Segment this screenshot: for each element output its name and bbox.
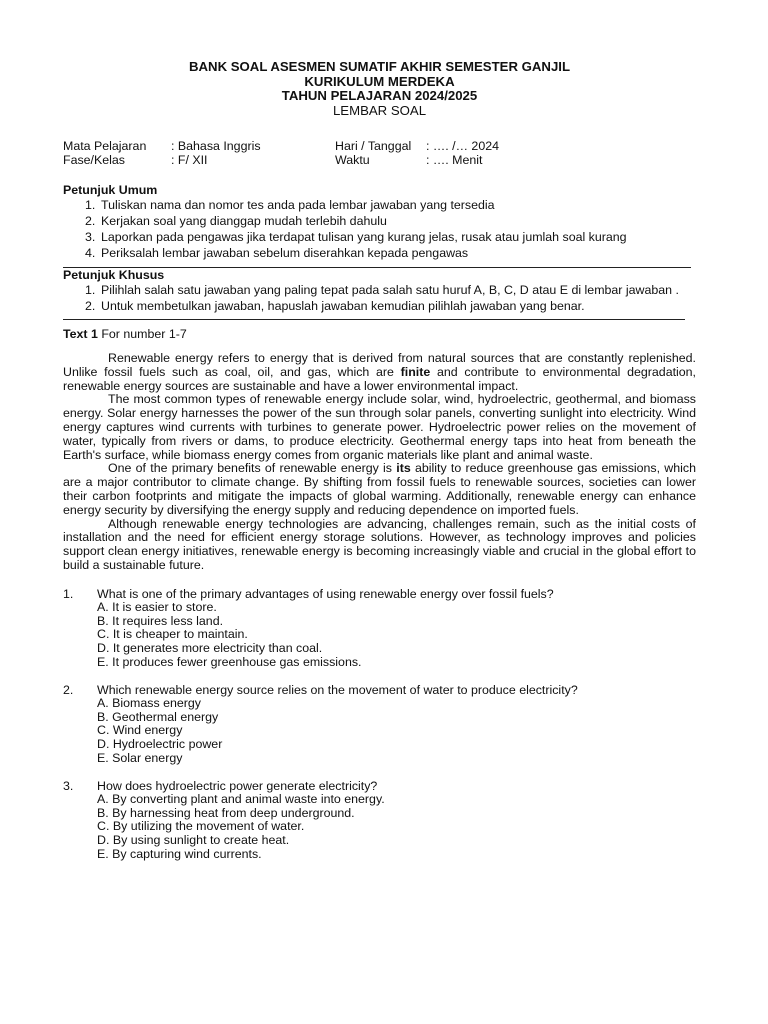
text-range: For number 1-7 <box>97 327 187 341</box>
list-item: 1. Pilihlah salah satu jawaban yang paling tepat pada salah satu huruf A, B, C, D atau E di lembar jawaban . <box>85 283 679 297</box>
answer-option: A. Biomass energy <box>97 695 201 710</box>
day-label: Hari / Tanggal <box>335 139 412 153</box>
question-stem: How does hydroelectric power generate electricity? <box>97 778 378 793</box>
text-label: Text 1 <box>63 327 98 341</box>
header-curriculum: KURIKULUM MERDEKA <box>304 73 455 89</box>
question-number: 1. <box>63 586 74 601</box>
passage-paragraph: Although renewable energy technologies are advancing, challenges remain, such as the initial costs of installation and the need for efficient energy storage solutions. However, as technology improves and policies support clean energy initiatives, renewable energy is becoming increasingly viable and crucial in the global effort to build a sustainable future. <box>63 516 696 572</box>
document-header <box>63 60 696 118</box>
header-title: BANK SOAL ASESMEN SUMATIF AKHIR SEMESTER GANJIL <box>189 59 570 74</box>
answer-option: B. Geothermal energy <box>97 709 219 724</box>
question-list <box>63 587 696 862</box>
question-stem: Which renewable energy source relies on the movement of water to produce electricity? <box>97 682 578 697</box>
header-year: TAHUN PELAJARAN 2024/2025 <box>281 88 478 103</box>
answer-option: D. It generates more electricity than coal. <box>97 641 323 656</box>
answer-option: E. Solar energy <box>97 750 183 765</box>
list-item: 2. Untuk membetulkan jawaban, hapuslah jawaban kemudian pilihlah jawaban yang benar. <box>85 299 585 313</box>
time-value: : …. Menit <box>426 153 483 167</box>
passage-paragraph: The most common types of renewable energy include solar, wind, hydroelectric, geothermal, and biomass energy. Solar energy harnesses the power of the sun through solar panels, converting sunlight into electricity. Wind energy captures wind currents with turbines to generate power. Hydroelectric power relies on the movement of water, typically from rivers or dams, to produce electricity. Geothermal energy taps into heat from beneath the Earth's surface, while biomass energy comes from organic materials like plant and animal waste. <box>63 392 696 462</box>
answer-option: A. It is easier to store. <box>97 599 217 614</box>
answer-option: C. It is cheaper to maintain. <box>97 627 248 642</box>
question-stem: What is one of the primary advantages of using renewable energy over fossil fuels? <box>97 586 554 601</box>
class-label: Fase/Kelas <box>63 153 125 167</box>
passage-paragraph: Renewable energy refers to energy that is derived from natural sources that are constantly replenished. Unlike fossil fuels such as coal, oil, and gas, which are finite and contribute to environmental degradation, renewable energy sources are sustainable and have a lower environmental impact. <box>63 351 697 393</box>
answer-option: C. By utilizing the movement of water. <box>97 819 305 834</box>
answer-option: B. It requires less land. <box>97 613 224 628</box>
question-item <box>63 587 696 670</box>
header-sheet: LEMBAR SOAL <box>332 102 427 118</box>
question-number: 3. <box>63 778 74 793</box>
question-number: 2. <box>63 682 74 697</box>
list-item: 1. Tuliskan nama dan nomor tes anda pada lembar jawaban yang tersedia <box>85 198 495 212</box>
special-instructions-list <box>63 282 696 314</box>
answer-option: B. By harnessing heat from deep underground. <box>97 805 355 820</box>
exam-info <box>63 139 696 167</box>
general-instructions-title: Petunjuk Umum <box>63 183 158 197</box>
passage-paragraph: One of the primary benefits of renewable energy is its ability to reduce greenhouse gas emissions, which are a major contributor to climate change. By shifting from fossil fuels to renewable sources, societies can lower their carbon footprints and mitigate the impacts of global warming. Additionally, renewable energy can enhance energy security by diversifying the energy supply and reducing dependence on imported fuels. <box>63 461 696 517</box>
subject-value: : Bahasa Inggris <box>171 139 261 153</box>
question-item <box>63 683 696 766</box>
info-row-class <box>63 153 696 167</box>
class-value: : F/ XII <box>171 153 208 167</box>
answer-option: D. By using sunlight to create heat. <box>97 833 290 848</box>
subject-label: Mata Pelajaran <box>63 139 147 153</box>
list-item: 2. Kerjakan soal yang dianggap mudah terlebih dahulu <box>85 214 387 228</box>
answer-option: A. By converting plant and animal waste into energy. <box>97 791 385 806</box>
time-label: Waktu <box>335 153 370 167</box>
day-value: : …. /… 2024 <box>426 139 500 153</box>
answer-option: D. Hydroelectric power <box>97 737 223 752</box>
general-instructions-list <box>63 197 696 261</box>
text-heading <box>63 327 696 341</box>
question-item <box>63 779 696 862</box>
answer-option: E. By capturing wind currents. <box>97 846 262 861</box>
list-item: 3. Laporkan pada pengawas jika terdapat tulisan yang kurang jelas, rusak atau jumlah soal kurang <box>85 230 627 244</box>
section-divider <box>63 319 685 320</box>
answer-option: E. It produces fewer greenhouse gas emissions. <box>97 654 362 669</box>
answer-option: C. Wind energy <box>97 723 183 738</box>
info-row-subject <box>63 139 696 153</box>
list-item: 4. Periksalah lembar jawaban sebelum diserahkan kepada pengawas <box>85 246 469 260</box>
special-instructions-title: Petunjuk Khusus <box>63 268 165 282</box>
reading-passage <box>63 352 696 573</box>
